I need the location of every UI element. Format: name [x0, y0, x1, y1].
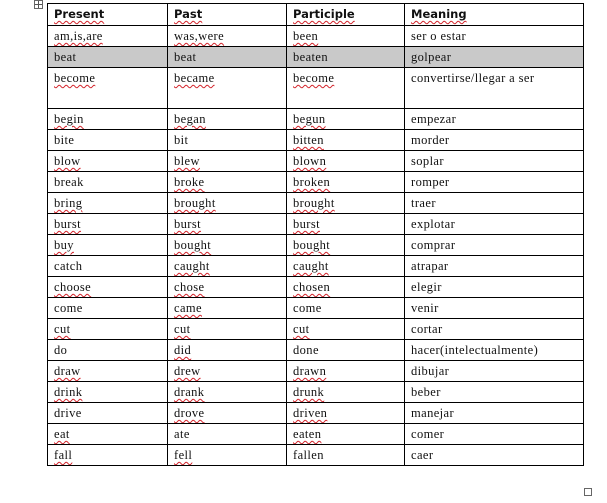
cell-meaning[interactable] [405, 109, 584, 130]
cell-past[interactable] [168, 130, 287, 151]
meaning-text: empezar [411, 112, 457, 126]
meaning-text: dibujar [411, 364, 450, 378]
cell-present[interactable] [48, 151, 168, 172]
meaning-text: manejar [411, 406, 455, 420]
past-text: drew [174, 364, 201, 378]
cell-present[interactable] [48, 109, 168, 130]
past-text: was,were [174, 29, 225, 43]
cell-participle[interactable] [287, 235, 405, 256]
meaning-text: cortar [411, 322, 443, 336]
cell-meaning[interactable] [405, 256, 584, 277]
cell-meaning[interactable] [405, 340, 584, 361]
cell-past[interactable] [168, 361, 287, 382]
past-text: broke [174, 175, 205, 189]
cell-meaning[interactable] [405, 214, 584, 235]
cell-participle[interactable] [287, 47, 405, 68]
cell-meaning[interactable] [405, 319, 584, 340]
past-text: ate [174, 427, 190, 441]
cell-participle[interactable] [287, 340, 405, 361]
cell-present[interactable] [48, 68, 168, 109]
past-text: came [174, 301, 202, 315]
meaning-text: morder [411, 133, 450, 147]
table-row [48, 277, 584, 298]
cell-present[interactable] [48, 319, 168, 340]
past-text: beat [174, 50, 197, 64]
cell-past[interactable] [168, 256, 287, 277]
cell-present[interactable] [48, 361, 168, 382]
cell-participle[interactable] [287, 277, 405, 298]
header-present[interactable]: Present [48, 4, 168, 26]
cell-past[interactable] [168, 47, 287, 68]
cell-meaning[interactable] [405, 361, 584, 382]
meaning-text: hacer(intelectualmente) [411, 343, 539, 357]
cell-present[interactable] [48, 193, 168, 214]
past-text: caught [174, 259, 210, 273]
cell-present[interactable] [48, 340, 168, 361]
cell-meaning[interactable] [405, 151, 584, 172]
table-row [48, 68, 584, 109]
table-row [48, 47, 584, 68]
table-row [48, 235, 584, 256]
present-text: burst [54, 217, 81, 231]
table-row [48, 151, 584, 172]
participle-text: caught [293, 259, 329, 273]
present-text: bring [54, 196, 83, 210]
participle-text: come [293, 301, 322, 315]
past-text: began [174, 112, 206, 126]
cell-past[interactable] [168, 26, 287, 47]
cell-meaning[interactable] [405, 68, 584, 109]
cell-participle[interactable] [287, 151, 405, 172]
cell-past[interactable] [168, 151, 287, 172]
participle-text: been [293, 29, 319, 43]
participle-text: chosen [293, 280, 331, 294]
cell-participle[interactable] [287, 109, 405, 130]
meaning-text: caer [411, 448, 434, 462]
table-row [48, 445, 584, 466]
present-text: do [54, 343, 68, 357]
table-resize-handle-icon[interactable] [584, 488, 592, 496]
present-text: am,is,are [54, 29, 103, 43]
cell-past[interactable] [168, 403, 287, 424]
table-row [48, 26, 584, 47]
table-row [48, 403, 584, 424]
participle-text: bitten [293, 133, 324, 147]
present-text: cut [54, 322, 71, 336]
cell-past[interactable] [168, 235, 287, 256]
present-text: drive [54, 406, 82, 420]
table-row [48, 382, 584, 403]
present-text: fall [54, 448, 73, 462]
present-text: break [54, 175, 84, 189]
cell-past[interactable] [168, 277, 287, 298]
cell-past[interactable] [168, 298, 287, 319]
table-row [48, 298, 584, 319]
present-text: draw [54, 364, 81, 378]
meaning-text: ser o estar [411, 29, 467, 43]
cell-present[interactable] [48, 214, 168, 235]
cell-past[interactable] [168, 109, 287, 130]
cell-participle[interactable] [287, 26, 405, 47]
present-text: bite [54, 133, 75, 147]
cell-participle[interactable] [287, 298, 405, 319]
present-text: buy [54, 238, 74, 252]
cell-present[interactable] [48, 26, 168, 47]
participle-text: broken [293, 175, 331, 189]
cell-participle[interactable] [287, 193, 405, 214]
present-text: drink [54, 385, 83, 399]
cell-participle[interactable] [287, 130, 405, 151]
cell-past[interactable] [168, 68, 287, 109]
irregular-verbs-table [47, 3, 584, 466]
cell-participle[interactable] [287, 361, 405, 382]
meaning-text: atrapar [411, 259, 449, 273]
cell-past[interactable] [168, 172, 287, 193]
cell-meaning[interactable] [405, 172, 584, 193]
participle-text: driven [293, 406, 328, 420]
cell-present[interactable] [48, 445, 168, 466]
meaning-text: comer [411, 427, 445, 441]
table-row [48, 172, 584, 193]
participle-text: blown [293, 154, 327, 168]
header-meaning[interactable]: Meaning [405, 4, 584, 26]
table-move-handle-icon[interactable] [34, 0, 43, 9]
cell-past[interactable] [168, 340, 287, 361]
cell-present[interactable] [48, 382, 168, 403]
table-row [48, 193, 584, 214]
participle-text: burst [293, 217, 320, 231]
cell-present[interactable] [48, 256, 168, 277]
cell-participle[interactable] [287, 319, 405, 340]
participle-text: brought [293, 196, 335, 210]
present-text: beat [54, 50, 77, 64]
table-header-row [48, 4, 584, 26]
past-text: blew [174, 154, 200, 168]
cell-past[interactable] [168, 424, 287, 445]
cell-participle[interactable] [287, 403, 405, 424]
cell-meaning[interactable] [405, 298, 584, 319]
present-text: become [54, 71, 96, 85]
past-text: chose [174, 280, 205, 294]
meaning-text: venir [411, 301, 439, 315]
header-participle[interactable]: Participle [287, 4, 405, 26]
meaning-text: convertirse/llegar a ser [411, 71, 535, 85]
participle-text: fallen [293, 448, 324, 462]
present-text: come [54, 301, 83, 315]
participle-text: become [293, 71, 335, 85]
meaning-text: beber [411, 385, 441, 399]
past-text: bit [174, 133, 189, 147]
cell-meaning[interactable] [405, 47, 584, 68]
past-text: brought [174, 196, 216, 210]
table-row [48, 130, 584, 151]
participle-text: bought [293, 238, 331, 252]
cell-present[interactable] [48, 424, 168, 445]
cell-meaning[interactable] [405, 403, 584, 424]
cell-participle[interactable] [287, 445, 405, 466]
cell-meaning[interactable] [405, 445, 584, 466]
table-row [48, 319, 584, 340]
meaning-text: comprar [411, 238, 456, 252]
past-text: drove [174, 406, 205, 420]
cell-present[interactable] [48, 298, 168, 319]
past-text: fell [174, 448, 193, 462]
cell-participle[interactable] [287, 382, 405, 403]
participle-text: drawn [293, 364, 327, 378]
meaning-text: golpear [411, 50, 452, 64]
table-row [48, 109, 584, 130]
meaning-text: romper [411, 175, 450, 189]
cell-present[interactable] [48, 277, 168, 298]
participle-text: begun [293, 112, 326, 126]
participle-text: beaten [293, 50, 329, 64]
present-text: eat [54, 427, 70, 441]
cell-past[interactable] [168, 382, 287, 403]
cell-past[interactable] [168, 214, 287, 235]
cell-participle[interactable] [287, 214, 405, 235]
header-past[interactable]: Past [168, 4, 287, 26]
cell-meaning[interactable] [405, 382, 584, 403]
cell-participle[interactable] [287, 172, 405, 193]
cell-meaning[interactable] [405, 26, 584, 47]
past-text: did [174, 343, 192, 357]
meaning-text: traer [411, 196, 436, 210]
participle-text: drunk [293, 385, 325, 399]
cell-meaning[interactable] [405, 424, 584, 445]
past-text: bought [174, 238, 212, 252]
table-row [48, 256, 584, 277]
cell-meaning[interactable] [405, 235, 584, 256]
cell-participle[interactable] [287, 424, 405, 445]
present-text: blow [54, 154, 81, 168]
cell-meaning[interactable] [405, 277, 584, 298]
meaning-text: elegir [411, 280, 442, 294]
cell-participle[interactable] [287, 256, 405, 277]
meaning-text: soplar [411, 154, 444, 168]
cell-present[interactable] [48, 403, 168, 424]
cell-present[interactable] [48, 172, 168, 193]
cell-participle[interactable] [287, 68, 405, 109]
cell-past[interactable] [168, 319, 287, 340]
cell-present[interactable] [48, 47, 168, 68]
present-text: begin [54, 112, 84, 126]
cell-past[interactable] [168, 193, 287, 214]
past-text: burst [174, 217, 201, 231]
cell-meaning[interactable] [405, 130, 584, 151]
table-row [48, 424, 584, 445]
table-row [48, 214, 584, 235]
meaning-text: explotar [411, 217, 456, 231]
cell-meaning[interactable] [405, 193, 584, 214]
participle-text: eaten [293, 427, 322, 441]
past-text: drank [174, 385, 205, 399]
past-text: cut [174, 322, 191, 336]
cell-present[interactable] [48, 130, 168, 151]
participle-text: done [293, 343, 319, 357]
table-row [48, 340, 584, 361]
cell-past[interactable] [168, 445, 287, 466]
participle-text: cut [293, 322, 310, 336]
table-row [48, 361, 584, 382]
cell-present[interactable] [48, 235, 168, 256]
present-text: choose [54, 280, 92, 294]
present-text: catch [54, 259, 83, 273]
past-text: became [174, 71, 215, 85]
